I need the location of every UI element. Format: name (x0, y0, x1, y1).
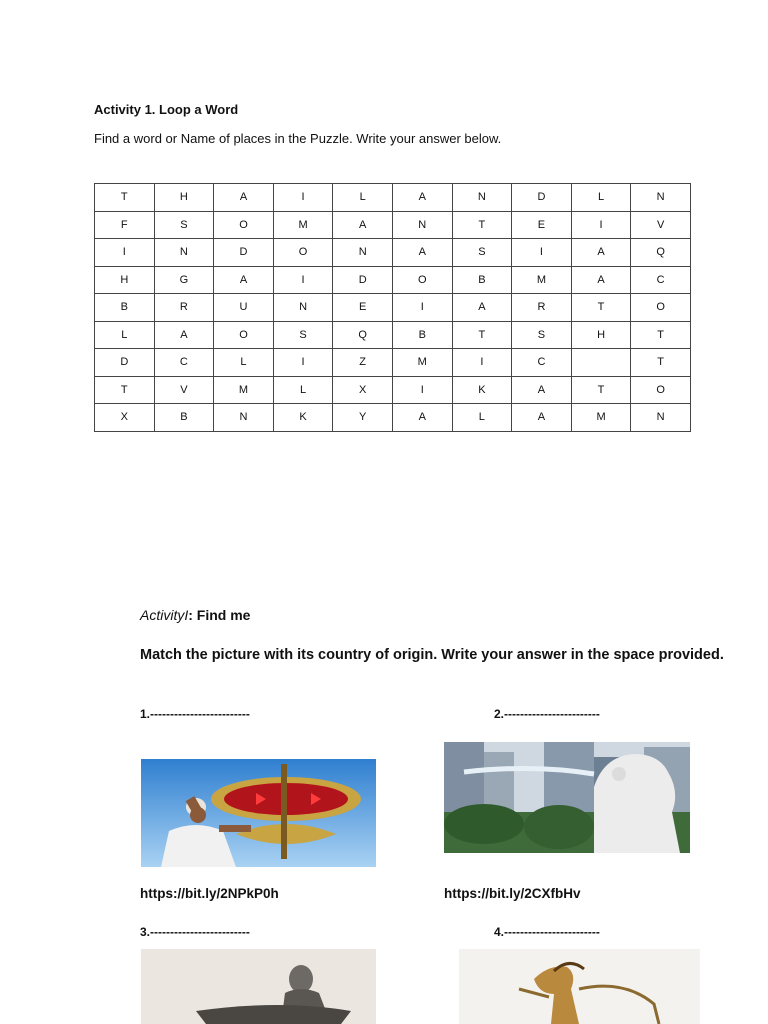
grid-cell: E (512, 211, 572, 239)
shadow-puppet-picture (459, 949, 700, 1024)
grid-cell: A (512, 376, 572, 404)
grid-row (95, 321, 691, 349)
grid-cell: N (631, 404, 691, 432)
grid-cell: T (95, 376, 155, 404)
picture-2-link[interactable]: https://bit.ly/2CXfbHv (444, 886, 581, 901)
grid-cell: N (631, 184, 691, 212)
grid-cell: A (214, 266, 274, 294)
grid-cell: D (333, 266, 393, 294)
grid-cell: Z (333, 349, 393, 377)
grid-row (95, 211, 691, 239)
statue-picture (141, 949, 376, 1024)
grid-cell: I (571, 211, 631, 239)
grid-cell: O (631, 376, 691, 404)
grid-cell: R (512, 294, 572, 322)
grid-cell: Q (333, 321, 393, 349)
grid-cell: B (95, 294, 155, 322)
grid-cell: I (95, 239, 155, 267)
grid-cell: Y (333, 404, 393, 432)
grid-cell: E (333, 294, 393, 322)
grid-cell: A (571, 239, 631, 267)
grid-cell: V (154, 376, 214, 404)
activity2-title (140, 607, 250, 623)
grid-cell: I (392, 376, 452, 404)
grid-cell: K (452, 376, 512, 404)
grid-cell: N (333, 239, 393, 267)
grid-cell: N (392, 211, 452, 239)
grid-row (95, 376, 691, 404)
grid-cell: G (154, 266, 214, 294)
grid-cell: B (154, 404, 214, 432)
grid-cell: T (631, 321, 691, 349)
grid-cell: Q (631, 239, 691, 267)
grid-cell: R (154, 294, 214, 322)
grid-cell: S (273, 321, 333, 349)
grid-cell: L (452, 404, 512, 432)
grid-cell: C (154, 349, 214, 377)
grid-cell: O (214, 321, 274, 349)
grid-cell: A (392, 239, 452, 267)
grid-cell: I (273, 349, 333, 377)
grid-cell: D (95, 349, 155, 377)
grid-cell: O (392, 266, 452, 294)
activity2-instruction: Match the picture with its country of origin. Write your answer in the space provided. (140, 647, 724, 663)
grid-row (95, 239, 691, 267)
grid-cell: N (452, 184, 512, 212)
activity2-title-suffix: : Find me (188, 607, 251, 623)
grid-cell: M (214, 376, 274, 404)
grid-cell: X (333, 376, 393, 404)
merlion-picture (444, 742, 690, 853)
picture-1-link[interactable]: https://bit.ly/2NPkP0h (140, 886, 279, 901)
grid-cell: M (392, 349, 452, 377)
grid-cell: A (392, 404, 452, 432)
grid-cell: A (452, 294, 512, 322)
grid-cell: T (452, 211, 512, 239)
grid-cell: O (214, 211, 274, 239)
grid-cell (571, 349, 631, 377)
grid-cell: H (571, 321, 631, 349)
grid-cell: A (333, 211, 393, 239)
grid-cell: L (214, 349, 274, 377)
grid-cell: O (273, 239, 333, 267)
grid-cell: M (273, 211, 333, 239)
grid-row (95, 266, 691, 294)
grid-cell: I (452, 349, 512, 377)
activity1-instruction: Find a word or Name of places in the Puzzle. Write your answer below. (94, 131, 502, 146)
grid-cell: D (214, 239, 274, 267)
grid-cell: M (512, 266, 572, 294)
grid-cell: T (571, 294, 631, 322)
kite-picture (141, 759, 376, 867)
grid-cell: F (95, 211, 155, 239)
answer-line-2: 2.------------------------ (494, 707, 600, 721)
grid-row (95, 294, 691, 322)
grid-cell: D (512, 184, 572, 212)
activity1-title: Activity 1. Loop a Word (94, 102, 239, 117)
grid-cell: N (154, 239, 214, 267)
grid-cell: X (95, 404, 155, 432)
grid-cell: U (214, 294, 274, 322)
grid-cell: A (392, 184, 452, 212)
grid-cell: I (392, 294, 452, 322)
grid-cell: N (273, 294, 333, 322)
grid-cell: T (452, 321, 512, 349)
grid-cell: T (95, 184, 155, 212)
grid-cell: I (273, 184, 333, 212)
grid-cell: N (214, 404, 274, 432)
grid-cell: A (214, 184, 274, 212)
grid-cell: L (95, 321, 155, 349)
grid-cell: C (631, 266, 691, 294)
grid-cell: S (512, 321, 572, 349)
activity2-title-prefix: ActivityI (140, 607, 189, 623)
grid-cell: C (512, 349, 572, 377)
grid-cell: K (273, 404, 333, 432)
word-puzzle-grid (94, 183, 691, 432)
grid-cell: L (333, 184, 393, 212)
grid-cell: B (452, 266, 512, 294)
grid-cell: L (571, 184, 631, 212)
grid-cell: A (154, 321, 214, 349)
grid-cell: T (571, 376, 631, 404)
grid-row (95, 184, 691, 212)
grid-cell: H (95, 266, 155, 294)
grid-row (95, 349, 691, 377)
grid-cell: T (631, 349, 691, 377)
grid-cell: A (512, 404, 572, 432)
grid-cell: H (154, 184, 214, 212)
answer-line-1: 1.------------------------- (140, 707, 250, 721)
grid-cell: B (392, 321, 452, 349)
grid-cell: O (631, 294, 691, 322)
grid-cell: S (452, 239, 512, 267)
grid-cell: L (273, 376, 333, 404)
grid-cell: V (631, 211, 691, 239)
grid-cell: A (571, 266, 631, 294)
grid-cell: S (154, 211, 214, 239)
grid-cell: I (512, 239, 572, 267)
grid-cell: M (571, 404, 631, 432)
grid-row (95, 404, 691, 432)
answer-line-4: 4.------------------------ (494, 925, 600, 939)
grid-cell: I (273, 266, 333, 294)
answer-line-3: 3.------------------------- (140, 925, 250, 939)
